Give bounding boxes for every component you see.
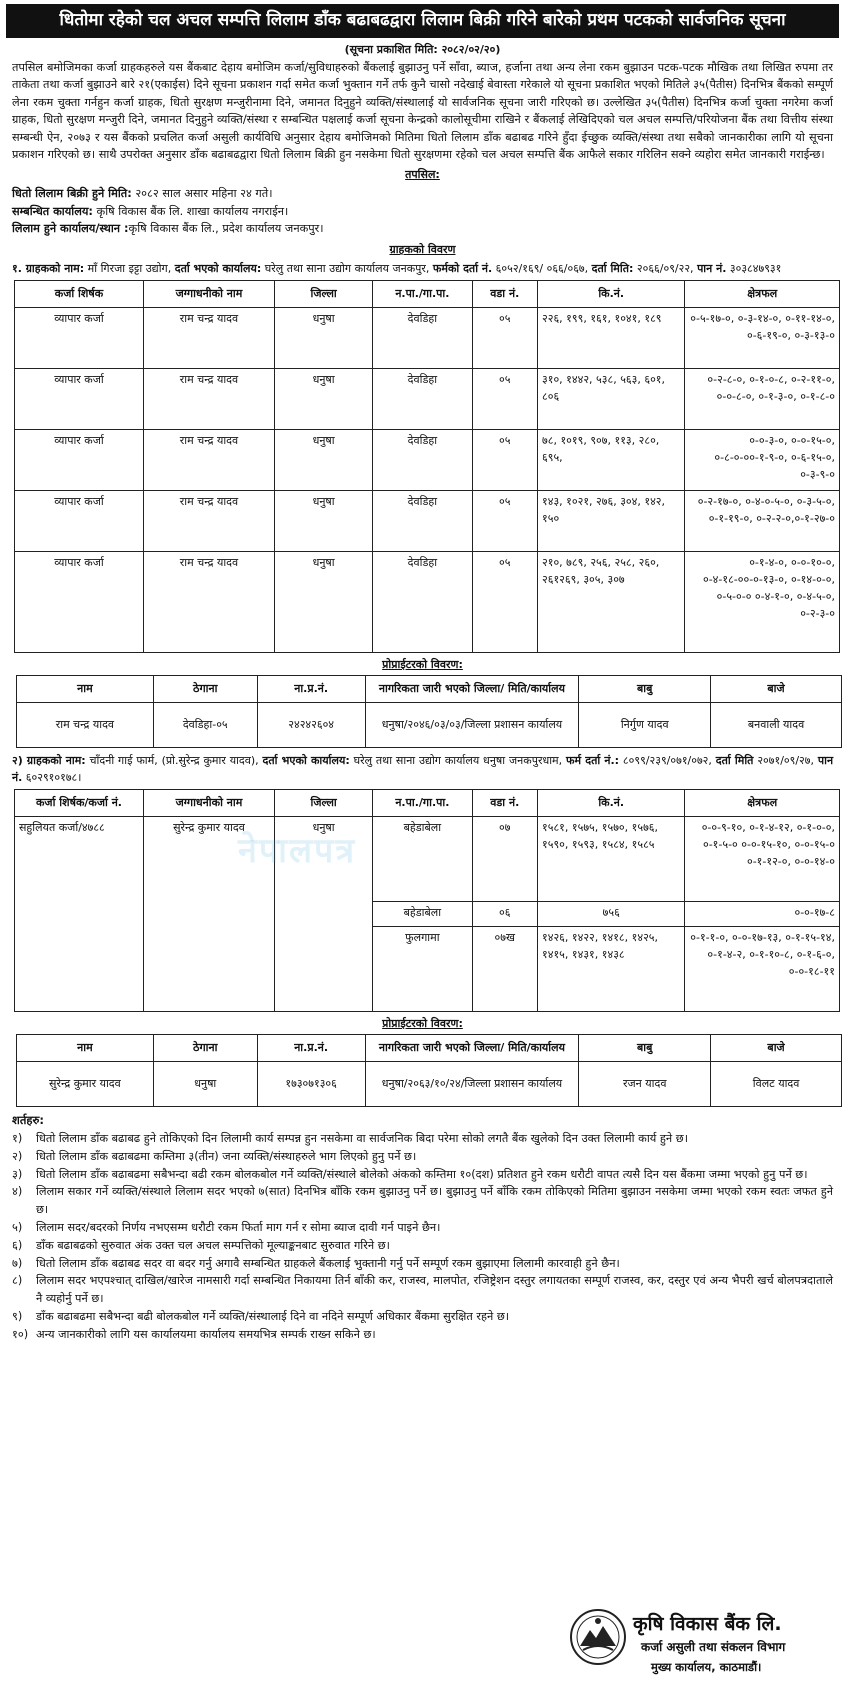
col-area: क्षेत्रफल [685, 789, 840, 816]
cell-district: धनुषा [274, 429, 372, 490]
cell-loan: व्यापार कर्जा [15, 551, 144, 652]
cell-name: राम चन्द्र यादव [17, 702, 154, 747]
table-header-row [17, 1034, 842, 1061]
col-name: नाम [17, 675, 154, 702]
cell-address: देवडिहा-०५ [153, 702, 257, 747]
cell-loan: व्यापार कर्जा [15, 490, 144, 551]
cell-area: ०-०-१७-८ [685, 901, 840, 926]
cell-municipality: बहेडाबेला [373, 901, 472, 926]
customer2-info: २) ग्राहकको नाम: चाँदनी गाई फार्म, (प्रो.सुरेन्द्र कुमार यादव), दर्ता भएको कार्यालय: घरेलु तथा साना उद्योग कार्यालय धनुषा जनकपुरधाम, फर्म दर्ता नं.: ८०९९/२३९/०७१/०७२, दर्ता मिति २०७१/०९/२७, पान नं. ६०२९१०१७८। [12, 753, 834, 784]
col-issued: नागरिकता जारी भएको जिल्ला/ मिति/कार्यालय [365, 675, 579, 702]
cell-loan: सहुलियत कर्जा/४७८८ [15, 816, 144, 1011]
cell-owner: सुरेन्द्र कुमार यादव [143, 816, 274, 1011]
bank-name: कृषि विकास बैंक लि. [633, 1613, 782, 1635]
cell-owner: राम चन्द्र यादव [143, 307, 274, 368]
term-item: ३) धितो लिलाम डाँक बढाबढमा सबैभन्दा बढी रकम बोलकबोल गर्ने व्यक्ति/संस्थाले बोलेको अंकको कम्तिमा १०(दश) प्रतिशत हुने रकम धरौटी वापत त्यसै दिन यस बैंकमा जम्मा भएको हुनु पर्ने छ। [12, 1167, 808, 1181]
cell-loan: व्यापार कर्जा [15, 368, 144, 429]
cell-kitta: १४३, १०२१, २७६, ३०४, १४२, १५० [538, 490, 685, 551]
cell-grandfather: विलट यादव [711, 1061, 842, 1106]
col-grandfather: बाजे [711, 1034, 842, 1061]
cell-address: धनुषा [153, 1061, 257, 1106]
customer1-loan-table [14, 280, 840, 653]
col-father: बाबु [579, 1034, 711, 1061]
cell-ward: ०५ [472, 368, 538, 429]
col-kitta: कि.नं. [538, 789, 685, 816]
table-header-row [15, 280, 840, 307]
cell-issued: धनुषा/२०४६/०३/०३/जिल्ला प्रशासन कार्यालय [365, 702, 579, 747]
cell-citizenship: १७३०७१३०६ [257, 1061, 365, 1106]
term-item: १०) अन्य जानकारीको लागि यस कार्यालयमा कार्यालय समयभित्र सम्पर्क राख्न सकिने छ। [12, 1327, 376, 1341]
table-row [17, 1061, 842, 1106]
col-citizenship: ना.प्र.नं. [257, 1034, 365, 1061]
col-loan: कर्जा शिर्षक/कर्जा नं. [15, 789, 144, 816]
cell-name: सुरेन्द्र कुमार यादव [17, 1061, 154, 1106]
bank-office: मुख्य कार्यालय, काठमाडौं। [651, 1660, 762, 1674]
col-municipality: न.पा./गा.पा. [373, 789, 472, 816]
cell-kitta: ७८, १०१९, ९०७, ११३, २८०, ६९५, [538, 429, 685, 490]
proprietor-heading-1: प्रोप्राईटरको विवरण: [382, 657, 463, 671]
customer1-proprietor-table [16, 675, 842, 748]
table-header-row [17, 675, 842, 702]
bank-logo-icon [569, 1608, 627, 1666]
cell-ward: ०६ [472, 901, 538, 926]
col-owner: जग्गाधनीको नाम [143, 280, 274, 307]
col-municipality: न.पा./गा.पा. [373, 280, 472, 307]
related-office: सम्बन्धित कार्यालय: कृषि विकास बैंक लि. शाखा कार्यालय नगराईन। [12, 204, 289, 218]
term-item: १) धितो लिलाम डाँक बढाबढ हुने तोकिएको दिन लिलामी कार्य सम्पन्न हुन नसकेमा वा सार्वजनिक बिदा परेमा सोको लगतै बैंक खुलेको दिन उक्त लिलामी कार्य हुने छ। [12, 1131, 688, 1145]
table-row [15, 551, 840, 652]
cell-kitta: ७५६ [538, 901, 685, 926]
cell-kitta: १५८१, १५७५, १५७०, १५७६, १५९०, १५९३, १५८४, १५८५ [538, 816, 685, 901]
term-item: ८) लिलाम सदर भएपश्चात् दाखिल/खारेज नामसारी गर्दा सम्बन्धित निकायमा तिर्न बाँकी कर, राजस्व, मालपोत, रजिष्ट्रेशन दस्तुर लगायतका सम्पूर्ण राजस्व, कर, दस्तुर एवं अन्य भैपरी खर्च बोलपत्रदाताले नै व्यहोर्नु पर्ने छ। [12, 1274, 833, 1306]
published-date: (सूचना प्रकाशित मिति: २०८२/०२/२०) [344, 43, 501, 56]
col-owner: जग्गाधनीको नाम [143, 789, 274, 816]
col-name: नाम [17, 1034, 154, 1061]
cell-loan: व्यापार कर्जा [15, 307, 144, 368]
cell-owner: राम चन्द्र यादव [143, 429, 274, 490]
cell-municipality: देवडिहा [373, 490, 472, 551]
cell-loan: व्यापार कर्जा [15, 429, 144, 490]
cell-owner: राम चन्द्र यादव [143, 551, 274, 652]
cell-father: रजन यादव [579, 1061, 711, 1106]
cell-kitta: ३१०, १४४२, ५३८, ५६३, ६०१, ८०६ [538, 368, 685, 429]
cell-area: ०-०-९-१०, ०-१-४-१२, ०-१-०-०, ०-१-५-० ०-०-१५-१०, ०-०-१५-० ०-१-१२-०, ०-०-१४-० [685, 816, 840, 901]
col-issued: नागरिकता जारी भएको जिल्ला/ मिति/कार्यालय [365, 1034, 579, 1061]
col-kitta: कि.नं. [538, 280, 685, 307]
cell-municipality: देवडिहा [373, 307, 472, 368]
cell-district: धनुषा [274, 368, 372, 429]
cell-municipality: देवडिहा [373, 429, 472, 490]
cell-kitta: २१०, ७८९, २५६, २५८, २६०, २६१२६९, ३०५, ३०७ [538, 551, 685, 652]
terms-list [6, 1130, 839, 1344]
table-row [15, 368, 840, 429]
cell-area: ०-०-३-०, ०-०-१५-०, ०-८-०-००-१-९-०, ०-६-१५-०, ०-३-९-० [685, 429, 840, 490]
cell-district: धनुषा [274, 307, 372, 368]
notice-body: तपसिल बमोजिमका कर्जा ग्राहकहरुले यस बैंकबाट देहाय बमोजिम कर्जा/सुविधाहरुको बैंकलाई बुझाउनु पर्ने साँवा, ब्याज, हर्जाना तथा अन्य लेना रकम बुझाउन पटक-पटक मौखिक तथा लिखित रुपमा तर ताकेता तथा कर्जा बुझाउने बारे २१(एकाईस) दिने सूचना प्रकाशन गर्दा समेत कर्जा भुक्तान गर्ने तर्फ कुनै चासो नदेखाई बेवास्ता गरेकाले यो सूचना प्रकाशित भएको मितिले ३५(पैतीस) दिनभित्र बैंकको सम्पूर्ण लेना रकम चुक्ता गर्नहुन कर्जा ग्राहक, धितो सुरक्षण मन्जुरीनामा दिने, जमानत दिनुहुने व्यक्ति/संस्थालाई यो सार्वजनिक सूचना जारी गरिएको छ। उल्लेखित ३५(पैतीस) दिनभित्र कर्जा चुक्ता नगरेमा कर्जा ग्राहक, धितो सुरक्षण मन्जुरी दिने, जमानत दिनुहुने व्यक्ति/संस्था र सम्बन्धित पक्षलाई कर्जा सूचना केन्द्रको कालोसूचीमा राखिने र बैंकलाई लेखिदिएको चल अचल सम्पत्ति/परियोजना बैंक तथा वित्तीय संस्था सम्बन्धी ऐन, २०७३ र यस बैंकको प्रचलित कर्जा असुली कार्यविधि अनुसार देहाय बमोजिमको मितिमा धितो लिलाम डाँक बढाबढ गरिने हुँदा ईच्छुक व्यक्ति/संस्था तथा सबैको जानकारीका लागि यो सूचना प्रकाशन गरिएको छ। साथै उपरोक्त अनुसार डाँक बढाबढद्वारा धितो लिलाम बिक्री हुन नसकेमा धितो सुरक्षणमा रहेको चल अचल सम्पत्ति बैंक आफैले सकार गरिलिन सक्ने व्यहोरा समेत जानकारी गराईन्छ। [12, 61, 833, 162]
cell-father: निर्गुण यादव [579, 702, 711, 747]
term-item: ४) लिलाम सकार गर्ने व्यक्ति/संस्थाले लिलाम सदर भएको ७(सात) दिनभित्र बाँकि रकम बुझाउनु पर्ने छ। बुझाउनु पर्ने बाँकि रकम तोकिएको मितिमा बुझाउन नसकेमा जम्मा भएको रकम स्वतः जफत हुने छ। [12, 1185, 833, 1217]
col-address: ठेगाना [153, 675, 257, 702]
term-item: २) धितो लिलाम डाँक बढाबढमा कम्तिमा ३(तीन) जना व्यक्ति/संस्थाहरुले भाग लिएको हुनु पर्ने छ। [12, 1149, 417, 1163]
cell-kitta: १४२६, १४२२, १४१८, १४२५, १४१५, १४३१, १४३८ [538, 926, 685, 1011]
notice-title: धितोमा रहेको चल अचल सम्पत्ति लिलाम डाँक बढाबढद्वारा लिलाम बिक्री गरिने बारेको प्रथम पटकको सार्वजनिक सूचना [6, 4, 839, 38]
auction-venue: लिलाम हुने कार्यालय/स्थान :कृषि विकास बैंक लि., प्रदेश कार्यालय जनकपुर। [12, 222, 324, 236]
cell-district: धनुषा [274, 490, 372, 551]
term-item: ७) धितो लिलाम डाँक बढाबढ सदर वा बदर गर्नु अगावै सम्बन्धित ग्राहकले बैंकलाई भुक्तानी गर्नु पर्ने सम्पूर्ण रकम बुझाएमा लिलामी कारवाही हुने छैन। [12, 1256, 620, 1270]
customer2-proprietor-table [16, 1034, 842, 1107]
proprietor-heading-2: प्रोप्राईटरको विवरण: [382, 1016, 463, 1030]
table-row [15, 429, 840, 490]
table-row [17, 702, 842, 747]
cell-ward: ०५ [472, 551, 538, 652]
cell-ward: ०७ख [472, 926, 538, 1011]
cell-district: धनुषा [274, 551, 372, 652]
col-father: बाबु [579, 675, 711, 702]
col-citizenship: ना.प्र.नं. [257, 675, 365, 702]
cell-grandfather: बनवाली यादव [711, 702, 842, 747]
col-district: जिल्ला [274, 789, 372, 816]
cell-ward: ०५ [472, 429, 538, 490]
term-item: ५) लिलाम सदर/बदरको निर्णय नभएसम्म धरौटी रकम फिर्ता माग गर्न र सोमा ब्याज दावी गर्न पाइने छैन। [12, 1220, 441, 1234]
cell-municipality: फुलगामा [373, 926, 472, 1011]
col-grandfather: बाजे [711, 675, 842, 702]
cell-area: ०-१-१-०, ०-०-१७-१३, ०-१-१५-१४, ०-१-४-२, ०-१-१०-८, ०-१-६-०, ०-०-१८-११ [685, 926, 840, 1011]
table-row [15, 816, 840, 901]
details-heading: तपसिल: [405, 168, 440, 182]
terms-heading: शर्तहरु: [12, 1112, 44, 1127]
footer-signature [569, 1608, 829, 1680]
table-row [15, 490, 840, 551]
cell-citizenship: २४२४२६०४ [257, 702, 365, 747]
cell-ward: ०७ [472, 816, 538, 901]
bank-department: कर्जा असुली तथा संकलन विभाग [641, 1640, 786, 1654]
cell-ward: ०५ [472, 307, 538, 368]
cell-municipality: देवडिहा [373, 551, 472, 652]
watermark: नेपालपत्र [238, 831, 357, 871]
term-item: ६) डाँक बढाबढको सुरुवात अंक उक्त चल अचल सम्पत्तिको मूल्याङ्कनबाट सुरुवात गरिने छ। [12, 1238, 390, 1252]
col-address: ठेगाना [153, 1034, 257, 1061]
cell-area: ०-१-४-०, ०-०-१०-०, ०-४-१८-००-०-१३-०, ०-१४-०-०, ०-५-०-० ०-४-१-०, ०-४-५-०, ०-२-३-० [685, 551, 840, 652]
customer-heading: ग्राहकको विवरण [389, 242, 456, 256]
table-row [15, 307, 840, 368]
table-header-row [15, 789, 840, 816]
cell-ward: ०५ [472, 490, 538, 551]
cell-issued: धनुषा/२०६३/१०/२४/जिल्ला प्रशासन कार्यालय [365, 1061, 579, 1106]
cell-area: ०-२-१७-०, ०-४-०-५-०, ०-३-५-०, ०-१-१९-०, ०-२-२-०,०-१-२७-० [685, 490, 840, 551]
customer2-loan-table [14, 789, 840, 1012]
col-loan: कर्जा शिर्षक [15, 280, 144, 307]
col-district: जिल्ला [274, 280, 372, 307]
col-ward: वडा नं. [472, 789, 538, 816]
cell-owner: राम चन्द्र यादव [143, 490, 274, 551]
cell-municipality: देवडिहा [373, 368, 472, 429]
col-area: क्षेत्रफल [685, 280, 840, 307]
col-ward: वडा नं. [472, 280, 538, 307]
customer1-info: १. ग्राहकको नाम: माँ गिरजा इट्टा उद्योग, दर्ता भएको कार्यालय: घरेलु तथा साना उद्योग कार्यालय जनकपुर, फर्मको दर्ता नं. ६०५२/१६९/ ०६६/०६७, दर्ता मिति: २०६६/०९/२२, पान नं. ३०३८४७९३१ [12, 261, 782, 275]
cell-kitta: २२६, १९९, १६१, १०४१, १८९ [538, 307, 685, 368]
auction-date: धितो लिलाम बिक्री हुने मिति: २०८२ साल असार महिना २४ गते। [12, 187, 273, 201]
cell-municipality: बहेडाबेला [373, 816, 472, 901]
term-item: ९) डाँक बढाबढमा सबैभन्दा बढी बोलकबोल गर्ने व्यक्ति/संस्थालाई दिने वा नदिने सम्पूर्ण अधिकार बैंकमा सुरक्षित रहने छ। [12, 1309, 510, 1323]
cell-area: ०-५-१७-०, ०-३-१४-०, ०-११-१४-०, ०-६-१९-०, ०-३-१३-० [685, 307, 840, 368]
cell-owner: राम चन्द्र यादव [143, 368, 274, 429]
cell-district: धनुषा [274, 816, 372, 1011]
cell-area: ०-२-८-०, ०-१-०-८, ०-२-११-०, ०-०-८-०, ०-१-३-०, ०-१-८-० [685, 368, 840, 429]
